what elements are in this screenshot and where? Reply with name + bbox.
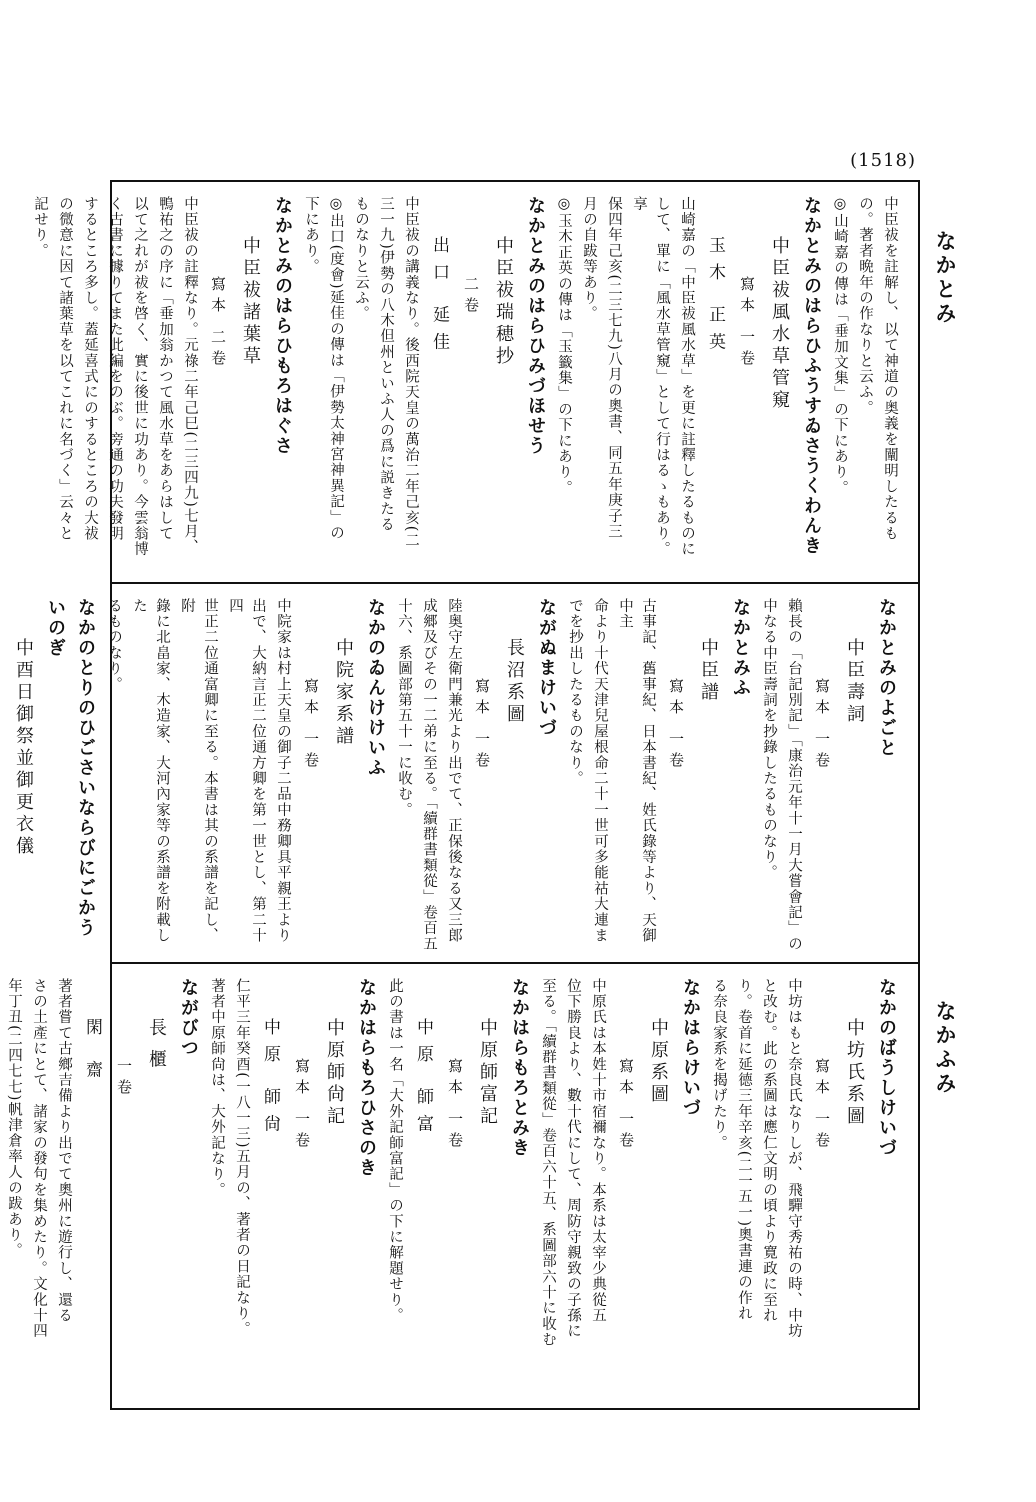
text-column: 陸奥守左衛門兼光より出でて、正保後なる又三郎: [446, 598, 462, 944]
entry-author: 中原 師富: [413, 1018, 433, 1142]
text-column: 中臣祓の註釋なり。元祿二年己巳(二三四九)七月、: [182, 196, 198, 556]
text-column: の。著者晩年の作なりと云ふ。: [857, 196, 873, 416]
text-column: 中臣祓の講義なり。後西院天皇の萬治二年己亥(二: [403, 196, 419, 549]
text-column: く古書に據りてまた此編をのぶ。旁通の功夫發明: [107, 196, 123, 542]
text-column: 古事記、舊事紀、日本書紀、姓氏錄等より、天御中主: [617, 598, 656, 944]
entry-volume-info: 寫本 一卷: [667, 678, 685, 773]
entry-title: 長沼系圖: [504, 638, 525, 726]
text-column: 記せり。: [32, 196, 48, 259]
running-header-bottom: なかふみ: [933, 1000, 958, 1096]
entry-reading: なかとみのはらひふうすゐさうくわんき: [801, 196, 822, 556]
entry-author: 中原 師尙: [260, 1018, 280, 1142]
entry-author: 玉木 正英: [705, 236, 725, 360]
text-column: 位下勝良より、數十代にして、周防守親致の子孫に: [565, 978, 581, 1340]
entry-volume-info: 寫本 一卷: [302, 678, 320, 773]
text-column: 三一九)伊勢の八木但州といふ人の爲に説きたる: [378, 196, 394, 533]
running-header-top: なかとみ: [933, 230, 958, 326]
text-column: ◎山崎嘉の傳は「垂加文集」の下にあり。: [832, 196, 848, 496]
entry-title: 中臣祓風水草管窺: [769, 236, 790, 412]
entry-title: 中院家系譜: [333, 638, 354, 748]
entry-volume-info: 寫本 二卷: [209, 276, 227, 371]
text-column: 年丁丑(二四七七)帆津倉率人の跋あり。: [6, 978, 22, 1259]
entry-reading: なかとみのはらひもろはぐさ: [272, 196, 293, 456]
text-column: り。卷首に延德三年辛亥(二一五一)奧書連の作れ: [736, 978, 752, 1322]
text-column: 以て之れが祓を啓く、實に後世に功あり。今雲翁博: [132, 196, 148, 558]
text-column: 出で、大納言正二位通方卿を第一世とし、第二十四: [227, 598, 266, 944]
entry-volume-info: 寫本 一卷: [813, 678, 831, 773]
band-top: [32, 182, 918, 582]
text-column: 至る。「續群書類從」卷百六十五、系圖部六十に收む: [540, 978, 556, 1348]
entry-title: 中臣祓諸葉草: [240, 236, 261, 368]
text-column: ◎出口(度會)延佳の傳は「伊勢太神宮神異記」の: [328, 196, 344, 541]
entry-volume-info: 寫本 一卷: [446, 1058, 464, 1153]
text-column: 此の書は一名「大外記師富記」の下に解題せり。: [387, 978, 403, 1324]
text-column: 鴨祐之の序に「垂加翁かつて風水草をあらはして: [157, 196, 173, 542]
text-column: 中坊はもと奈良氏なりしが、飛驒守秀祐の時、中坊: [786, 978, 802, 1340]
entry-title: 中酉日御祭並御更衣儀: [13, 638, 34, 858]
text-column: 成郷及びその一二弟に至る。「續群書類從」卷百五: [421, 598, 437, 952]
text-column: 世正二位通富卿に至る。本書は其の系譜を記し、附: [179, 598, 218, 944]
text-column: 下にあり。: [303, 196, 319, 275]
page-number: (1518): [850, 150, 916, 171]
entry-title: 中臣祓瑞穂抄: [493, 236, 514, 368]
entry-reading: なかとみのよごと: [876, 598, 897, 758]
entry-volume-info: 寫本 一卷: [617, 1058, 635, 1153]
text-column: 保四年己亥(二三七九)八月の奧書、同五年庚子三: [606, 196, 622, 540]
entry-reading: なかのとりのひごさいならびにごかういのぎ: [45, 598, 96, 938]
text-column: 中臣祓を註解し、以て神道の奥義を闡明したるも: [882, 196, 898, 542]
entry-reading: なかはらもろとみき: [509, 978, 530, 1158]
text-column: 中原氏は本姓十市宿禰なり。本系は太宰少典從五: [590, 978, 606, 1324]
entry-volume-info: 寫本 一卷: [293, 1058, 311, 1153]
entry-title: 中坊氏系圖: [844, 1018, 865, 1128]
text-column: 賴長の「台記別記」「康治元年十一月大嘗會記」の: [786, 598, 802, 952]
entry-title: 中原師尙記: [324, 1018, 345, 1128]
text-column: 中なる中臣壽詞を抄錄したるものなり。: [761, 598, 777, 881]
text-column: 仁平三年癸酉(一八一三)五月の、著者の日記なり。: [234, 978, 250, 1338]
entry-volume-info: 一卷: [115, 1058, 133, 1100]
entry-author: 出口 延佳: [429, 236, 449, 360]
entry-title: 中原系圖: [648, 1018, 669, 1106]
text-column: 山崎嘉の「中臣祓風水草」を更に註釋したるものに: [679, 196, 695, 558]
text-column: 月の自跋等あり。: [581, 196, 597, 322]
entry-reading: なかのゐんけけいふ: [365, 598, 386, 778]
text-frame: [6, 180, 920, 1410]
text-column: 十六、系圖部第五十一に收む。: [396, 598, 412, 818]
text-column: 中院家は村上天皇の御子二品中務卿具平親王より: [275, 598, 291, 944]
text-column: 著者中原師尙は、大外記なり。: [209, 978, 225, 1198]
entry-volume-info: 寫本 一卷: [473, 678, 491, 773]
entry-title: 中臣壽詞: [844, 638, 865, 726]
entry-title: 中臣譜: [698, 638, 719, 704]
entry-reading: なかとみふ: [730, 598, 751, 698]
entry-reading: なかのばうしけいづ: [876, 978, 897, 1158]
entry-volume-info: 寫本 一卷: [813, 1058, 831, 1153]
entry-title: 中原師富記: [477, 1018, 498, 1128]
entry-reading: なかはらけいづ: [680, 978, 701, 1118]
text-column: でを抄出したるものなり。: [567, 598, 583, 787]
text-column: して、單に「風水草管窺」として行はるゝもあり。享: [631, 196, 670, 558]
text-column: 命より十代天津兒屋根命二十一世可多能祜大連ま: [592, 598, 608, 944]
band-middle: [13, 584, 918, 962]
band-bottom: [6, 964, 918, 1410]
entry-title: 長 櫃: [146, 1018, 167, 1072]
text-column: さの土產にとて、諸家の發句を集めたり。文化十四: [31, 978, 47, 1340]
text-column: と改む。此の系圖は應仁文明の頃より寛政に至れ: [761, 978, 777, 1324]
text-column: るものなり。: [106, 598, 122, 693]
entry-volume-info: 二卷: [462, 276, 480, 318]
text-column: 著者嘗て古鄉吉備より出でて奧州に遊行し、還る: [56, 978, 72, 1324]
text-column: ものなりと云ふ。: [353, 196, 369, 322]
text-column: するところ多し。蓋延喜式にのするところの大祓: [82, 196, 98, 542]
entry-volume-info: 寫本 一卷: [738, 276, 756, 371]
entry-reading: なかとみのはらひみづほせう: [525, 196, 546, 456]
text-column: の微意に因て諸葉草を以てこれに名づく」云々と: [57, 196, 73, 542]
text-column: ◎玉木正英の傳は「玉籤集」の下にあり。: [556, 196, 572, 496]
entry-reading: ながぬまけいづ: [536, 598, 557, 738]
entry-volume-info: [0, 598, 6, 773]
entry-reading: なかはらもろひさのき: [356, 978, 377, 1178]
entry-reading: ながびつ: [178, 978, 199, 1058]
text-column: る奈良家系を揭げたり。: [711, 978, 727, 1151]
entry-author: 閑 齋: [82, 1018, 102, 1088]
text-column: 錄に北畠家、木造家、大河內家等の系譜を附載した: [131, 598, 170, 944]
